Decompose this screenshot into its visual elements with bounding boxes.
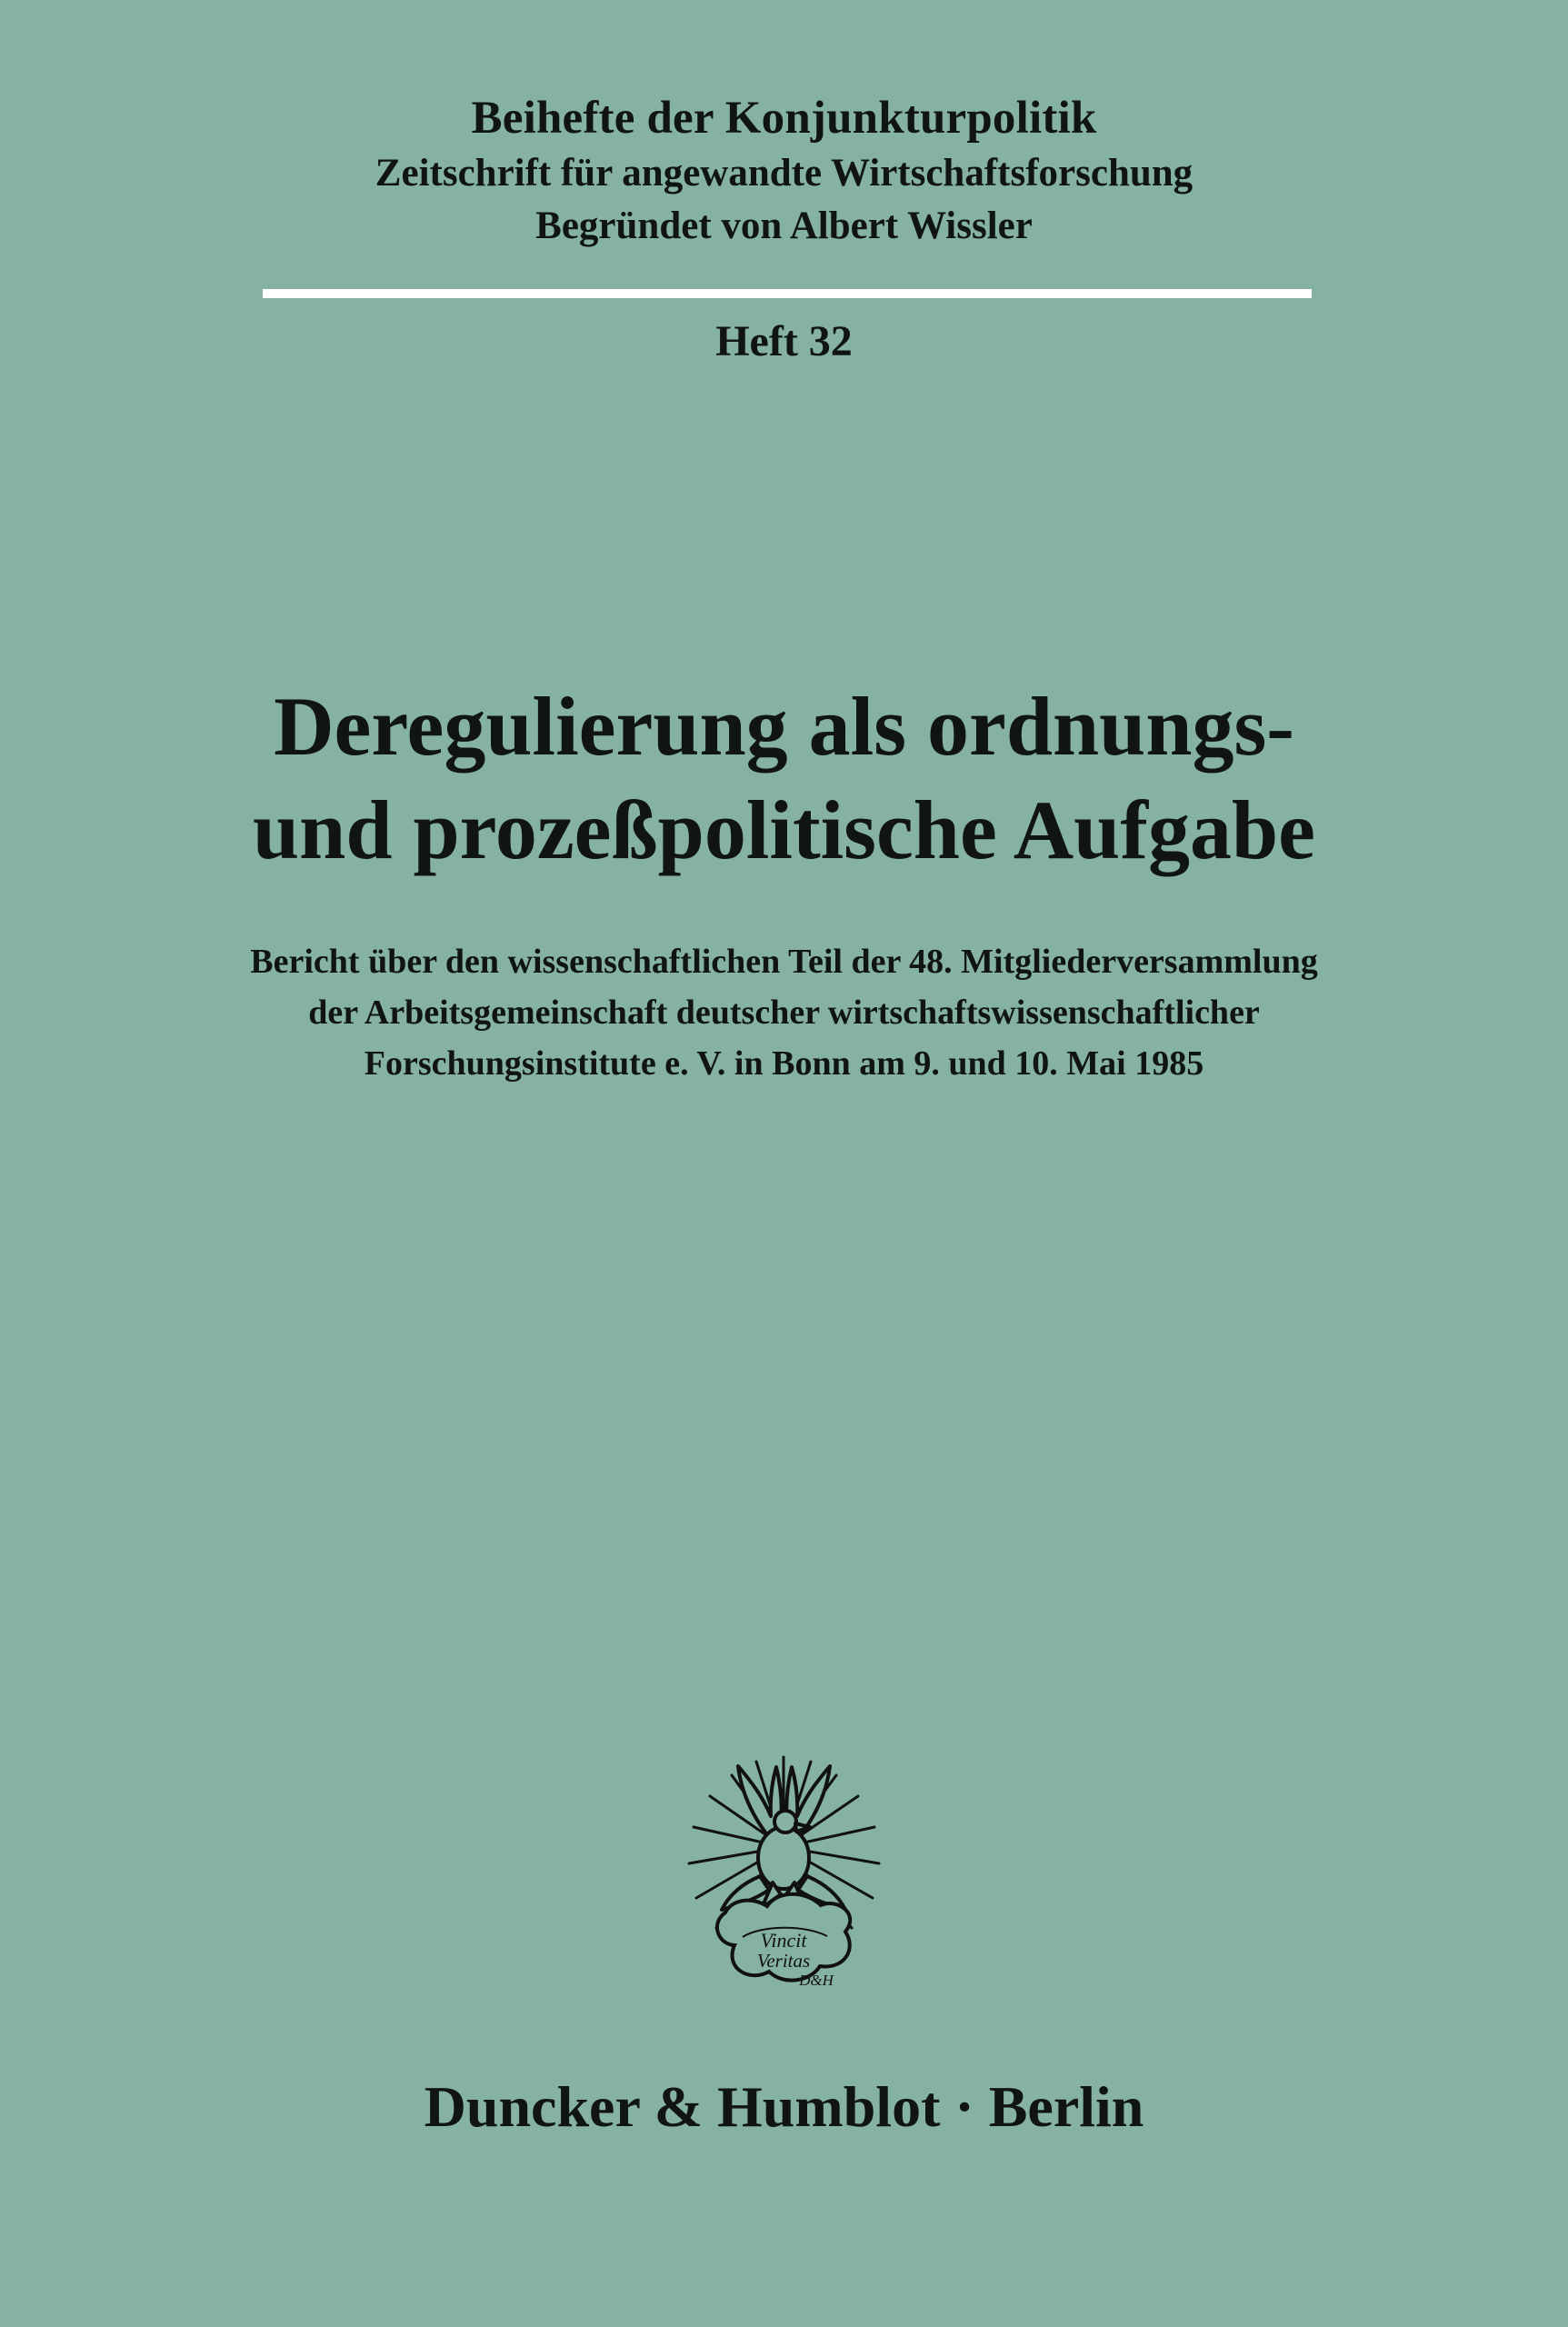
book-subtitle-line-1: Bericht über den wissenschaftlichen Teil der 48. Mitgliederversammlung bbox=[250, 943, 1318, 981]
book-subtitle bbox=[0, 936, 1568, 1089]
logo-motto-line-1: Vincit bbox=[760, 1929, 807, 1952]
series-header bbox=[0, 89, 1568, 253]
series-subtitle: Zeitschrift für angewandte Wirtschaftsforschung bbox=[375, 152, 1193, 195]
book-subtitle-line-2: der Arbeitsgemeinschaft deutscher wirtschaftswissenschaftlicher bbox=[308, 994, 1260, 1032]
book-title bbox=[0, 674, 1568, 882]
logo-initials: D&H bbox=[799, 1972, 834, 1989]
issue-number: Heft 32 bbox=[715, 317, 853, 365]
publisher-name: Duncker & Humblot · Berlin bbox=[424, 2074, 1144, 2139]
book-title-line-1: Deregulierung als ordnungs- bbox=[274, 680, 1294, 773]
book-subtitle-line-3: Forschungsinstitute e. V. in Bonn am 9. und 10. Mai 1985 bbox=[364, 1044, 1204, 1083]
logo-motto-line-2: Veritas bbox=[756, 1950, 811, 1972]
series-title: Beihefte der Konjunkturpolitik bbox=[471, 93, 1097, 144]
header-divider bbox=[263, 289, 1312, 298]
eagle-sunburst-emblem-icon bbox=[682, 1753, 886, 1989]
book-title-line-2: und prozeßpolitische Aufgabe bbox=[253, 784, 1315, 876]
series-founder: Begründet von Albert Wissler bbox=[535, 205, 1033, 247]
